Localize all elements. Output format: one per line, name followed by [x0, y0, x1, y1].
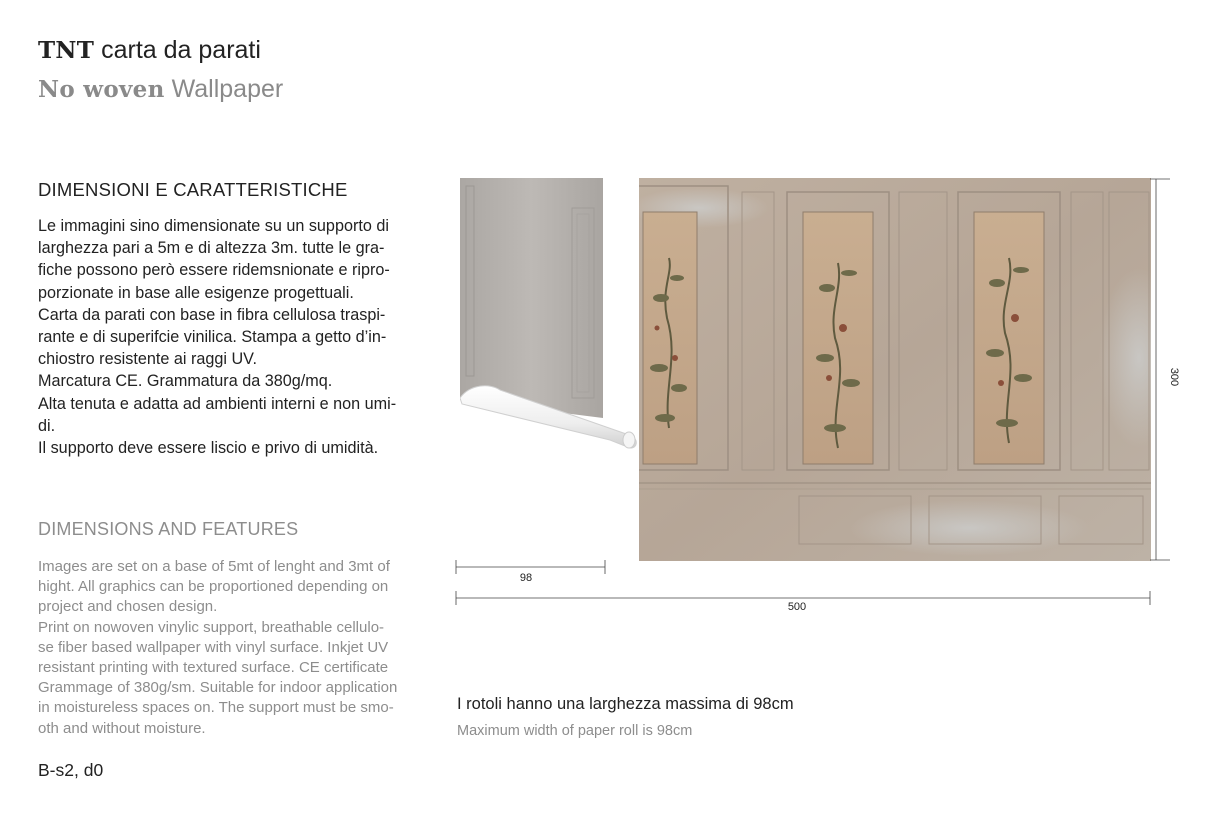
english-heading: DIMENSIONS AND FEATURES	[38, 519, 299, 539]
italian-line: Carta da parati con base in fibra cellulosa traspi-	[38, 305, 386, 324]
english-line: project and chosen design.	[38, 598, 218, 616]
title-italian-rest: carta da parati	[94, 36, 261, 64]
italian-line: porzionate in base alle esigenze progettuali.	[38, 283, 354, 302]
english-line: in moistureless spaces on. The support must be smo-	[38, 699, 394, 717]
english-line: oth and without moisture.	[38, 719, 206, 737]
title-english-bold: No woven	[38, 76, 165, 103]
english-body	[38, 557, 428, 739]
title-italian-bold: TNT	[38, 37, 95, 64]
italian-line: larghezza pari a 5m e di altezza 3m. tutte le gra-	[38, 239, 385, 258]
english-line: Print on nowoven vinylic support, breathable cellulo-	[38, 618, 385, 636]
italian-heading: DIMENSIONI E CARATTERISTICHE	[38, 179, 348, 200]
title-english-rest: Wallpaper	[164, 75, 284, 103]
roll-width-dimension-label: 98	[519, 572, 533, 584]
total-width-dimension-label: 500	[787, 601, 807, 613]
height-dimension-label: 300	[1168, 367, 1180, 387]
italian-line: rante e di superifcie vinilica. Stampa a getto d’in-	[38, 328, 387, 347]
classification-code: B-s2, d0	[38, 760, 104, 780]
italian-body	[38, 215, 428, 459]
english-line: se fiber based wallpaper with vinyl surface. Inkjet UV	[38, 638, 389, 656]
english-line: Grammage of 380g/sm. Suitable for indoor application	[38, 679, 398, 697]
dimension-lines	[440, 170, 1180, 615]
english-line: Images are set on a base of 5mt of lenght and 3mt of	[38, 558, 390, 575]
english-line: hight. All graphics can be proportioned depending on	[38, 578, 389, 596]
title-english	[38, 75, 283, 104]
title-italian	[38, 36, 261, 65]
italian-line: Le immagini sino dimensionate su un supporto di	[38, 217, 389, 235]
italian-line: Marcatura CE. Grammatura da 380g/mq.	[38, 372, 333, 391]
italian-line: chiostro resistente ai raggi UV.	[38, 350, 257, 369]
roll-width-caption-english: Maximum width of paper roll is 98cm	[457, 723, 693, 739]
english-line: resistant printing with textured surface. CE certificate	[38, 659, 389, 677]
roll-width-caption-italian: I rotoli hanno una larghezza massima di 98cm	[457, 695, 794, 713]
italian-line: Il supporto deve essere liscio e privo di umidità.	[38, 439, 379, 458]
italian-line: Alta tenuta e adatta ad ambienti interni e non umi-	[38, 394, 397, 413]
italian-line: fiche possono però essere ridemsnionate e ripro-	[38, 261, 390, 280]
italian-line: di.	[38, 416, 56, 435]
